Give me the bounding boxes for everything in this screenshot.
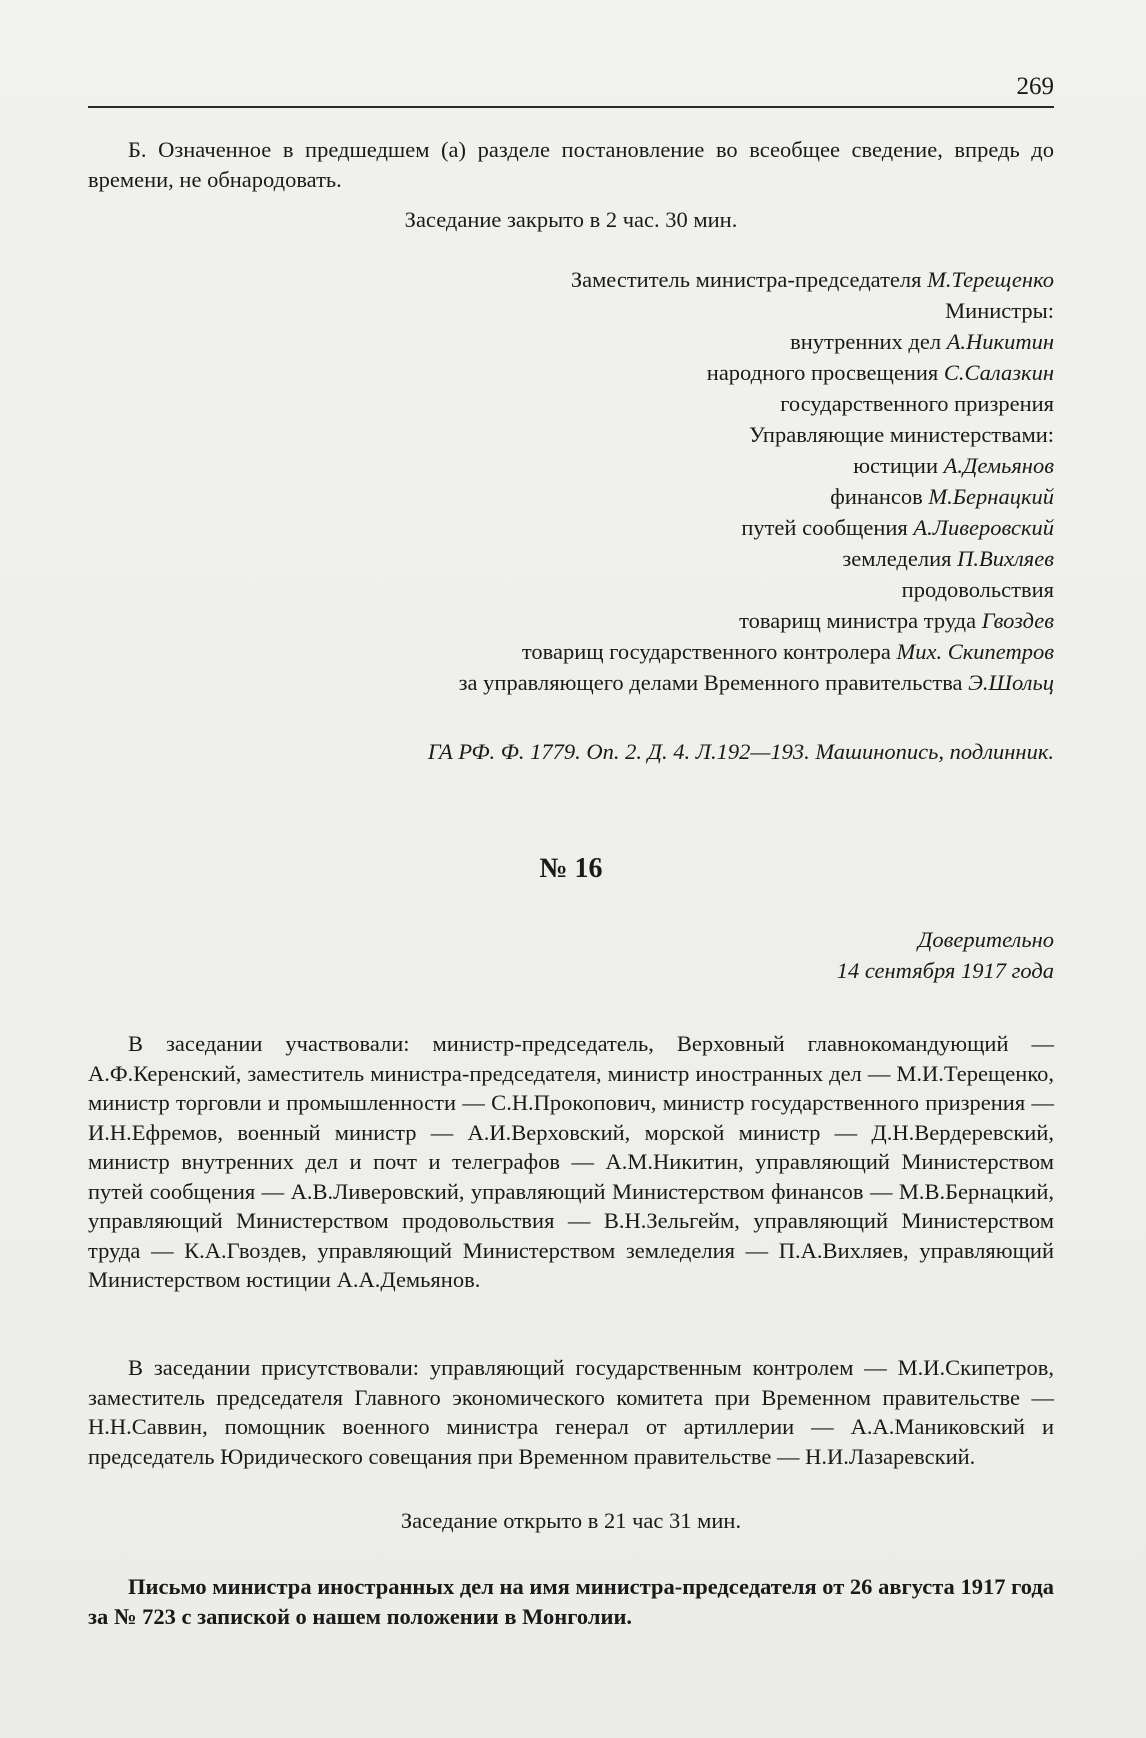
signature-line: продовольствия: [901, 577, 1054, 602]
signature-line: земледелия П.Вихляев: [842, 546, 1054, 571]
signature-line: за управляющего делами Временного правительства Э.Шольц: [458, 670, 1054, 695]
archival-source: ГА РФ. Ф. 1779. Оп. 2. Д. 4. Л.192—193. Машинопись, подлинник.: [427, 739, 1054, 764]
confidential-mark: Доверительно: [918, 927, 1054, 952]
agenda-heading: Письмо министра иностранных дел на имя министра-председателя от 26 августа 1917 года за № 723 с запиской о нашем положении в Монголии.: [88, 1574, 1054, 1629]
session-opened-line: Заседание открыто в 21 час 31 мин.: [400, 1508, 742, 1533]
signature-line: государственного призрения: [780, 391, 1054, 416]
page-number: 269: [1016, 73, 1054, 100]
signature-line: Заместитель министра-председателя М.Терещенко: [570, 267, 1054, 292]
signature-line: Управляющие министерствами:: [748, 422, 1054, 447]
document-number: № 16: [539, 853, 603, 884]
section-b-paragraph: Б. Означенное в предшедшем (а) разделе постановление во всеобщее сведение, впредь до времени, не обнародовать.: [88, 137, 1054, 192]
document-date: 14 сентября 1917 года: [836, 958, 1054, 983]
participants-paragraph: В заседании участвовали: министр-председатель, Верховный главнокомандующий — А.Ф.Керенский, заместитель министра-председателя, министр иностранных дел — М.И.Терещенко, министр торговли и промышленности — С.Н.Прокопович, министр государственного призрения — И.Н.Ефремов, военный министр — А.И.Верховский, морской министр — Д.Н.Вердеревский, министр внутренних дел и почт и телеграфов — А.М.Никитин, управляющий Министерством путей сообщения — А.В.Ливеровский, управляющий Министерством финансов — М.В.Бернацкий, управляющий Министерством продовольствия — В.Н.Зельгейм, управляющий Министерством труда — К.А.Гвоздев, управляющий Министерством земледелия — П.А.Вихляев, управляющий Министерством юстиции А.А.Демьянов.: [88, 1031, 1054, 1292]
signature-line: товарищ министра труда Гвоздев: [739, 608, 1054, 633]
signature-line: путей сообщения А.Ливеровский: [741, 515, 1054, 540]
signature-line: народного просвещения С.Салазкин: [706, 360, 1054, 385]
signature-line: финансов М.Бернацкий: [830, 484, 1054, 509]
signature-line: юстиции А.Демьянов: [853, 453, 1054, 478]
session-closed-line: Заседание закрыто в 2 час. 30 мин.: [404, 207, 738, 232]
signature-line: внутренних дел А.Никитин: [790, 329, 1054, 354]
signature-line: Министры:: [945, 298, 1054, 323]
present-paragraph: В заседании присутствовали: управляющий государственным контролем — М.И.Скипетров, заместитель председателя Главного экономического комитета при Временном правительстве — Н.Н.Саввин, помощник военного министра генерал от артиллерии — А.А.Маниковский и председатель Юридического совещания при Временном правительстве — Н.И.Лазаревский.: [88, 1355, 1054, 1469]
signature-line: товарищ государственного контролера Мих. Скипетров: [521, 639, 1054, 664]
header-rule: [88, 106, 1054, 108]
